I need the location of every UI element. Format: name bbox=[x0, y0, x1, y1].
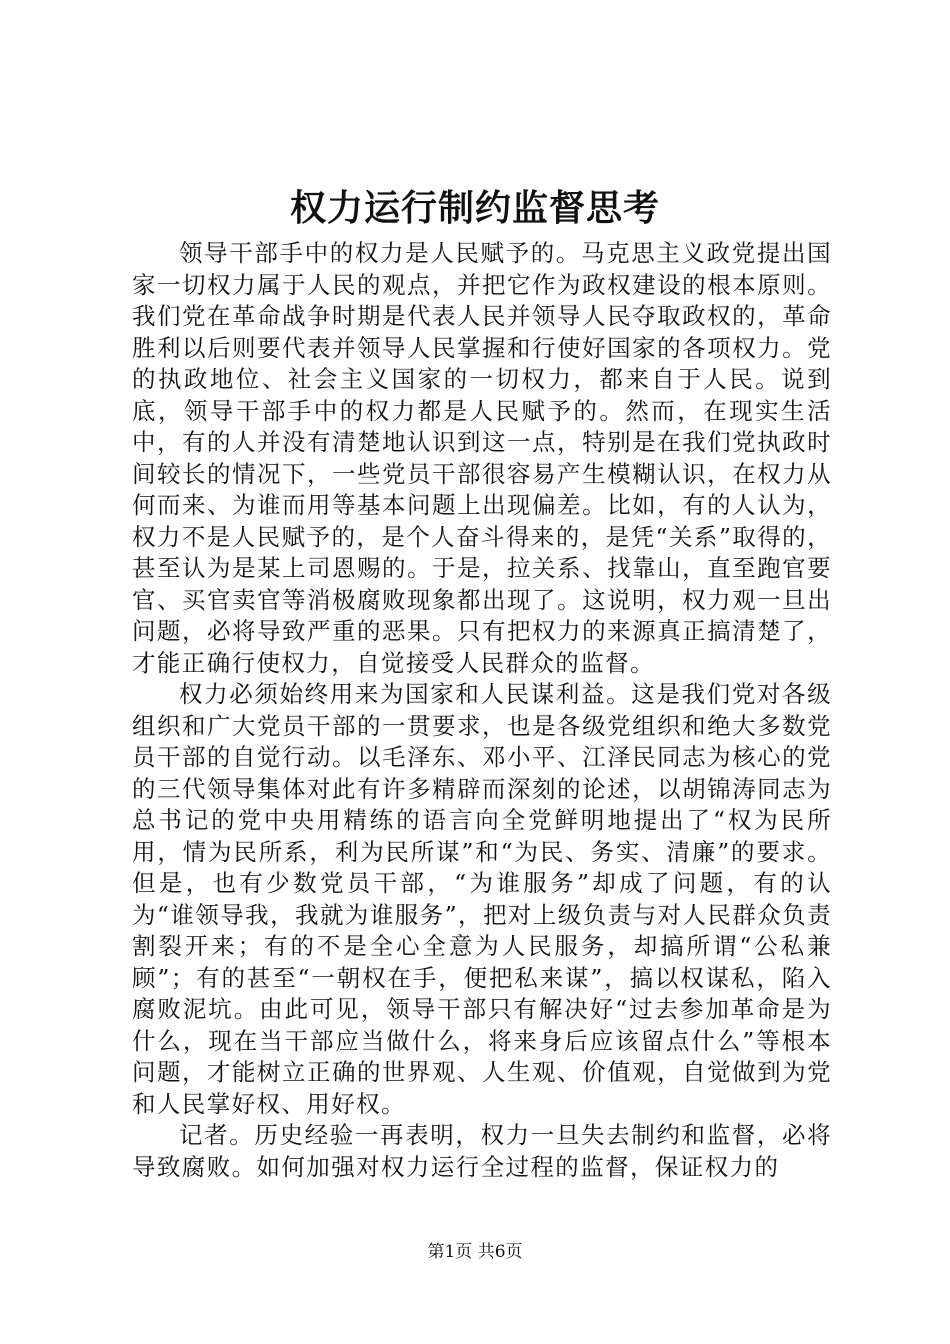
document-title: 权力运行制约监督思考 bbox=[289, 187, 660, 229]
paragraph-3: 记者。历史经验一再表明，权力一旦失去制约和监督，必将导致腐败。如何加强对权力运行全过程的监督，保证权力的 bbox=[132, 1121, 832, 1181]
page-number-footer: 第1页 共6页 bbox=[427, 1242, 523, 1262]
document-body bbox=[132, 238, 832, 1183]
paragraph-1: 领导干部手中的权力是人民赋予的。马克思主义政党提出国家一切权力属于人民的观点，并把它作为政权建设的根本原则。我们党在革命战争时期是代表人民并领导人民夺取政权的，革命胜利以后则要代表并领导人民掌握和行使好国家的各项权力。党的执政地位、社会主义国家的一切权力，都来自于人民。说到底，领导干部手中的权力都是人民赋予的。然而，在现实生活中，有的人并没有清楚地认识到这一点，特别是在我们党执政时间较长的情况下，一些党员干部很容易产生模糊认识，在权力从何而来、为谁而用等基本问题上出现偏差。比如，有的人认为，权力不是人民赋予的，是个人奋斗得来的，是凭“关系”取得的，甚至认为是某上司恩赐的。于是，拉关系、找靠山，直至跑官要官、买官卖官等消极腐败现象都出现了。这说明，权力观一旦出问题，必将导致严重的恶果。只有把权力的来源真正搞清楚了，才能正确行使权力，自觉接受人民群众的监督。 bbox=[132, 239, 832, 677]
paragraph-2: 权力必须始终用来为国家和人民谋利益。这是我们党对各级组织和广大党员干部的一贯要求，也是各级党组织和绝大多数党员干部的自觉行动。以毛泽东、邓小平、江泽民同志为核心的党的三代领导集体对此有许多精辟而深刻的论述，以胡锦涛同志为总书记的党中央用精练的语言向全党鲜明地提出了“权为民所用，情为民所系，利为民所谋”和“为民、务实、清廉”的要求。但是，也有少数党员干部，“为谁服务”却成了问题，有的认为“谁领导我，我就为谁服务”，把对上级负责与对人民群众负责割裂开来；有的不是全心全意为人民服务，却搞所谓“公私兼顾”；有的甚至“一朝权在手，便把私来谋”，搞以权谋私，陷入腐败泥坑。由此可见，领导干部只有解决好“过去参加革命是为什么，现在当干部应当做什么，将来身后应该留点什么”等根本问题，才能树立正确的世界观、人生观、价值观，自觉做到为党和人民掌好权、用好权。 bbox=[132, 680, 832, 1118]
